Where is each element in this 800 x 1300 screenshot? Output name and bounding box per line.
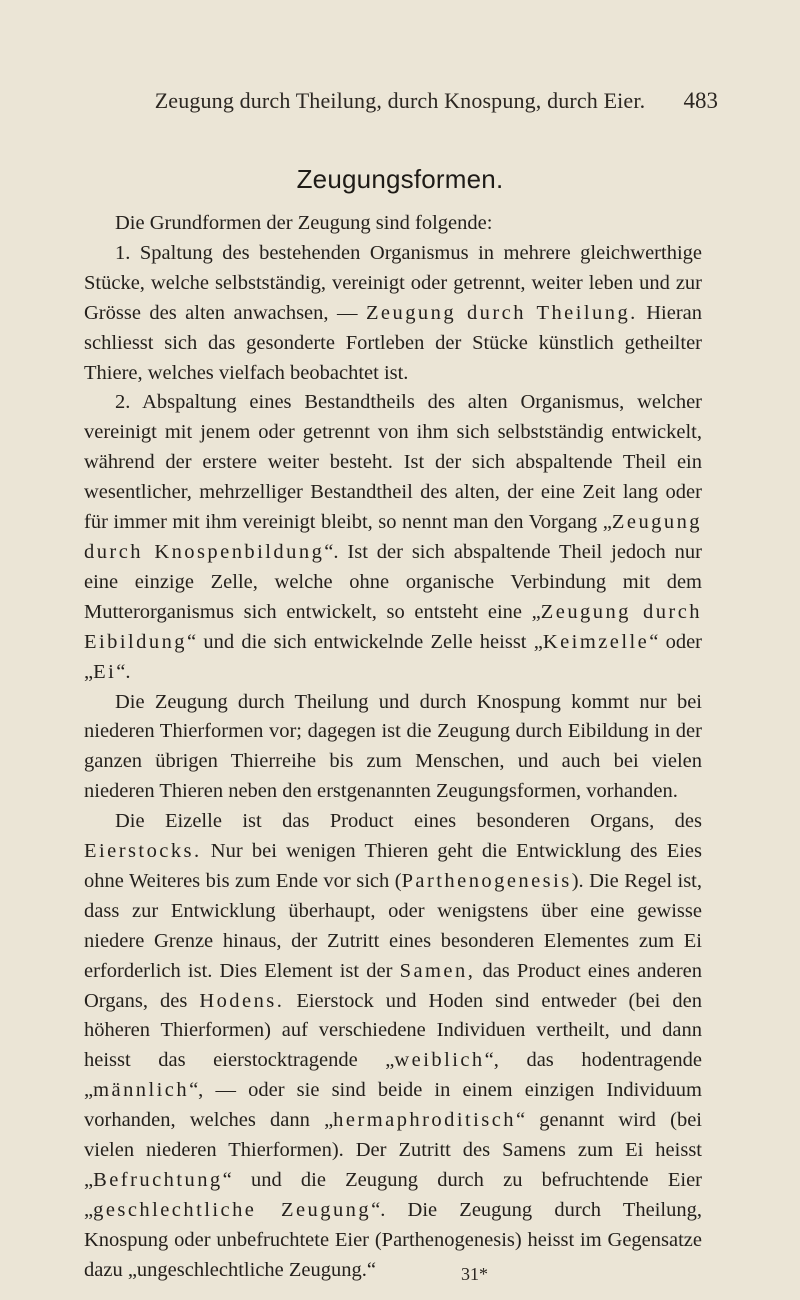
- term-zeugung-durch-theilung: Zeugung durch Theilung.: [365, 301, 638, 324]
- section-title: Zeugungsformen.: [296, 164, 504, 194]
- running-header: [82, 88, 718, 122]
- paragraph-abspaltung-part-a: 2. Abspaltung eines Bestandtheils des alten Organismus, welcher vereinigt mit jenem oder getrennt von ihm sich selbstständig entwickelt, während der erstere weiter besteht. Ist der sich abspaltende Theil ein wesentlicher, mehrzelliger Bestandtheil des alten, der eine Zeit lang oder für immer mit ihm vereinigt bleibt, so nennt man den Vorgang „: [84, 391, 702, 534]
- paragraph-abspaltung-part-e: “.: [116, 660, 131, 683]
- body-text: [84, 209, 702, 1286]
- paragraph-eizelle-part-g: “, — oder sie sind beide in einem einzigen Individuum vorhanden, welches dann „: [84, 1079, 702, 1132]
- term-hermaphroditisch: hermaphroditisch: [333, 1109, 516, 1132]
- paragraph-theilung-knospung: Die Zeugung durch Theilung und durch Knospung kommt nur bei niederen Thierformen vor; dagegen ist die Zeugung durch Eibildung in der ganzen übrigen Thierreihe bis zum Menschen, und auch bei vielen niederen Thieren neben den erstgenannten Zeugungsformen, vorhanden.: [84, 690, 702, 803]
- term-zeugung-durch-eibildung: Zeugung durch Eibildung: [84, 600, 702, 653]
- term-ei: Ei: [93, 660, 117, 683]
- term-parthenogenesis: Parthenogenesis: [401, 869, 572, 892]
- paragraph-eizelle-part-b: Nur bei wenigen Thieren geht die Entwicklung des Eies ohne Weiteres bis zum Ende vor sich (: [84, 840, 702, 892]
- term-geschlechtliche-zeugung: geschlechtliche Zeugung: [93, 1198, 372, 1221]
- intro-paragraph: Die Grundformen der Zeugung sind folgende:: [115, 212, 493, 234]
- paragraph-eizelle-part-c: ). Die Regel ist, dass zur Entwicklung überhaupt, oder wenigstens über eine gewisse niedere Grenze hinaus, der Zutritt eines besonderen Elementes zum Ei erforderlich ist. Dies Element ist der: [84, 869, 702, 982]
- paragraph-eizelle-part-a: Die Eizelle ist das Product eines besonderen Organs, des: [115, 810, 702, 833]
- paragraph-abspaltung-part-b: “. Ist der sich abspaltende Theil jedoch nur eine einzige Zelle, welche ohne organische Verbindung mit dem Mutterorganismus sich entwickelt, so entsteht eine „: [84, 540, 702, 623]
- paragraph-eizelle-part-d: das Product eines anderen Organs, des: [84, 959, 703, 1012]
- paragraph-spaltung-part-a: 1. Spaltung des bestehenden Organismus in mehrere gleichwerthige Stücke, welche selbstständig, vereinigt oder getrennt, weiter leben und zur Grösse des alten anwachsen, —: [84, 241, 702, 324]
- paragraph-eizelle-part-i: “ und die Zeugung durch zu befruchtende Eier „: [84, 1169, 702, 1221]
- paragraph-eizelle-part-e: Eierstock und Hoden sind entweder (bei den höheren Thierformen) auf verschiedene Individuen vertheilt, und dann heisst das eierstocktragende „: [84, 989, 702, 1072]
- paragraph-spaltung-part-b: Hieran schliesst sich das gesonderte Fortleben der Stücke künstlich getheilter Thiere, welches vielfach beobachtet ist.: [84, 301, 702, 384]
- paragraph-abspaltung-part-c: “ und die sich entwickelnde Zelle heisst „: [187, 630, 543, 653]
- paragraph-abspaltung-part-d: “ oder „: [84, 630, 703, 683]
- term-befruchtung: Befruchtung: [93, 1169, 223, 1191]
- paragraph-eizelle: [84, 807, 702, 1286]
- term-maennlich: männlich: [93, 1079, 190, 1102]
- paragraph-eizelle-part-j: “. Die Zeugung durch Theilung, Knospung oder unbefruchtete Eier (Parthenogenesis) heisst im Gegensatze dazu „ungeschlechtliche Zeugung.“: [84, 1198, 702, 1281]
- signature-mark: 31*: [461, 1264, 488, 1284]
- paragraph-abspaltung: [84, 388, 702, 687]
- paragraph-eizelle-part-h: “ genannt wird (bei vielen niederen Thierformen). Der Zutritt des Samens zum Ei heisst „: [84, 1109, 702, 1191]
- term-samen: Samen,: [399, 959, 476, 982]
- running-title: Zeugung durch Theilung, durch Knospung, durch Eier.: [154, 88, 646, 113]
- term-zeugung-durch-knospenbildung: Zeugung durch Knospenbildung: [84, 511, 702, 563]
- term-hodens: Hodens.: [199, 989, 285, 1012]
- paragraph-spaltung: [84, 239, 702, 389]
- page-number: 483: [683, 88, 718, 113]
- term-keimzelle: Keimzelle: [542, 630, 650, 653]
- term-eierstocks: Eierstocks.: [84, 840, 202, 863]
- paragraph-eizelle-part-f: “, das hodentragende „: [84, 1049, 702, 1102]
- term-weiblich: weiblich: [394, 1049, 485, 1072]
